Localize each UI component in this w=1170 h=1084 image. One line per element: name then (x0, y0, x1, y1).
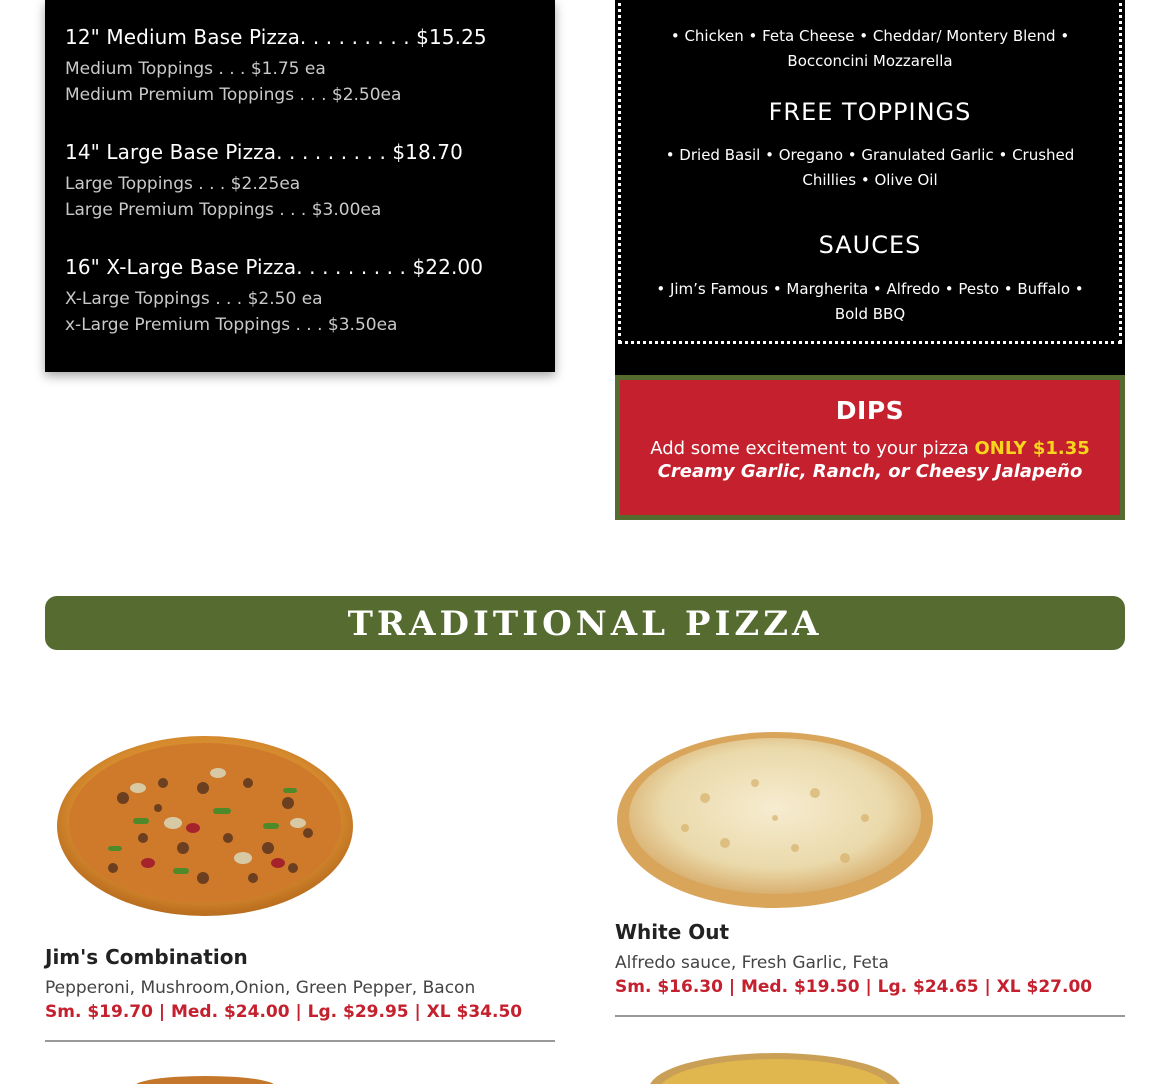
next-pizza-image-top (645, 1049, 905, 1084)
premium-toppings-list: • Chicken • Feta Cheese • Cheddar/ Montery Blend • Bocconcini Mozzarella (670, 27, 1070, 70)
medium-premium-toppings-price: Medium Premium Toppings . . . $2.50ea (65, 85, 402, 105)
section-banner-title: TRADITIONAL PIZZA (347, 604, 823, 644)
dips-price: ONLY $1.35 (974, 438, 1090, 459)
dips-box (615, 375, 1125, 520)
sauces-heading: SAUCES (818, 231, 922, 259)
dips-title: DIPS (835, 396, 905, 425)
xlarge-premium-toppings-price: x-Large Premium Toppings . . . $3.50ea (65, 315, 398, 335)
pizza-description: Pepperoni, Mushroom,Onion, Green Pepper, Bacon (45, 978, 476, 998)
pizza-card-white-out[interactable] (615, 700, 1125, 1084)
pizza-price: Sm. $16.30 | Med. $19.50 | Lg. $24.65 | XL $27.00 (615, 977, 1093, 997)
pizza-white-out-image (615, 728, 937, 910)
sauces-list: • Jim’s Famous • Margherita • Alfredo • Pesto • Buffalo • Bold BBQ (656, 280, 1084, 323)
pizza-divider (45, 1040, 555, 1042)
pizza-combination-image (53, 728, 363, 920)
medium-pizza-title: 12" Medium Base Pizza. . . . . . . . . $15.25 (65, 25, 487, 49)
section-banner (45, 596, 1125, 650)
medium-toppings-price: Medium Toppings . . . $1.75 ea (65, 59, 326, 79)
xlarge-pizza-title: 16" X-Large Base Pizza. . . . . . . . . $22.00 (65, 255, 484, 279)
pizza-card-jims-combination[interactable] (45, 700, 555, 1084)
xlarge-toppings-price: X-Large Toppings . . . $2.50 ea (65, 289, 323, 309)
toppings-panel (615, 0, 1125, 376)
pizza-name: Jim's Combination (45, 945, 248, 969)
base-pizza-price-panel (45, 0, 555, 372)
large-premium-toppings-price: Large Premium Toppings . . . $3.00ea (65, 200, 382, 220)
large-pizza-title: 14" Large Base Pizza. . . . . . . . . $18.70 (65, 140, 463, 164)
medium-pizza-block (65, 22, 535, 108)
pizza-description: Alfredo sauce, Fresh Garlic, Feta (615, 953, 889, 973)
free-toppings-heading: FREE TOPPINGS (768, 98, 972, 126)
large-pizza-block (65, 137, 535, 223)
dips-offer (620, 438, 1120, 459)
toppings-dotted-frame (618, 0, 1122, 344)
next-pizza-image-top (125, 1072, 285, 1084)
xlarge-pizza-block (65, 252, 535, 338)
free-toppings-list: • Dried Basil • Oregano • Granulated Garlic • Crushed Chillies • Olive Oil (665, 146, 1075, 189)
pizza-price: Sm. $19.70 | Med. $24.00 | Lg. $29.95 | XL $34.50 (45, 1002, 523, 1022)
dips-inner (620, 380, 1120, 515)
dips-flavours: Creamy Garlic, Ranch, or Cheesy Jalapeño (657, 461, 1083, 482)
dips-offer-text: Add some excitement to your pizza (650, 438, 975, 459)
large-toppings-price: Large Toppings . . . $2.25ea (65, 174, 301, 194)
pizza-divider (615, 1015, 1125, 1017)
pizza-name: White Out (615, 920, 730, 944)
